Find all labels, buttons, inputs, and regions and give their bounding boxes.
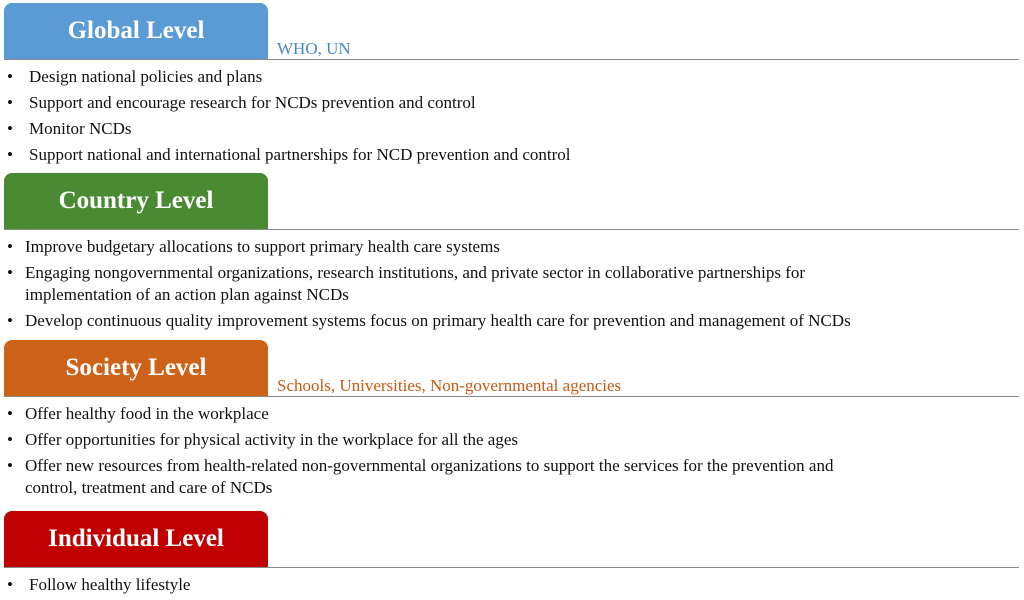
list-item: • Offer healthy food in the workplace bbox=[0, 403, 833, 425]
individual-level-list bbox=[0, 574, 190, 600]
society-level-divider bbox=[4, 396, 1019, 397]
bullet-icon: • bbox=[7, 456, 13, 475]
bullet-icon: • bbox=[7, 575, 13, 594]
list-item: • Improve budgetary allocations to support primary health care systems bbox=[0, 236, 851, 258]
global-level-divider bbox=[4, 59, 1019, 60]
country-level-header bbox=[4, 173, 268, 229]
individual-level-title: Individual Level bbox=[48, 525, 224, 552]
bullet-icon: • bbox=[7, 404, 13, 423]
list-item: • Monitor NCDs bbox=[0, 118, 571, 140]
bullet-icon: • bbox=[7, 93, 13, 112]
global-level-title: Global Level bbox=[67, 17, 205, 44]
list-item: • Follow healthy lifestyle bbox=[0, 574, 190, 596]
global-level-header bbox=[4, 3, 268, 59]
country-level-divider bbox=[4, 229, 1019, 230]
list-item-continuation: control, treatment and care of NCDs bbox=[25, 478, 273, 497]
list-item: • Design national policies and plans bbox=[0, 66, 571, 88]
country-level-title: Country Level bbox=[58, 187, 214, 214]
list-item: • Engaging nongovernmental organizations, research institutions, and private sector in collaborative partnerships for bbox=[0, 262, 851, 284]
bullet-icon: • bbox=[7, 311, 13, 330]
list-item-continuation: implementation of an action plan against NCDs bbox=[25, 285, 349, 304]
society-level-title: Society Level bbox=[65, 354, 207, 381]
society-level-list bbox=[0, 403, 833, 503]
bullet-icon: • bbox=[7, 119, 13, 138]
list-item: • Support and encourage research for NCDs prevention and control bbox=[0, 92, 571, 114]
country-level-list bbox=[0, 236, 851, 336]
list-item: • Offer opportunities for physical activity in the workplace for all the ages bbox=[0, 429, 833, 451]
list-item: • Offer new resources from health-related non-governmental organizations to support the services for the prevention and bbox=[0, 455, 833, 477]
global-level-list bbox=[0, 66, 571, 170]
list-item: • Support national and international partnerships for NCD prevention and control bbox=[0, 144, 571, 166]
bullet-icon: • bbox=[7, 145, 13, 164]
bullet-icon: • bbox=[7, 263, 13, 282]
list-item: • Develop continuous quality improvement systems focus on primary health care for prevention and management of NCDs bbox=[0, 310, 851, 332]
society-level-tag: Schools, Universities, Non-governmental agencies bbox=[277, 376, 622, 395]
individual-level-header bbox=[4, 511, 268, 567]
society-level-header bbox=[4, 340, 268, 396]
global-level-tag: WHO, UN bbox=[277, 39, 351, 58]
bullet-icon: • bbox=[7, 67, 13, 86]
bullet-icon: • bbox=[7, 237, 13, 256]
bullet-icon: • bbox=[7, 430, 13, 449]
individual-level-divider bbox=[4, 567, 1019, 568]
